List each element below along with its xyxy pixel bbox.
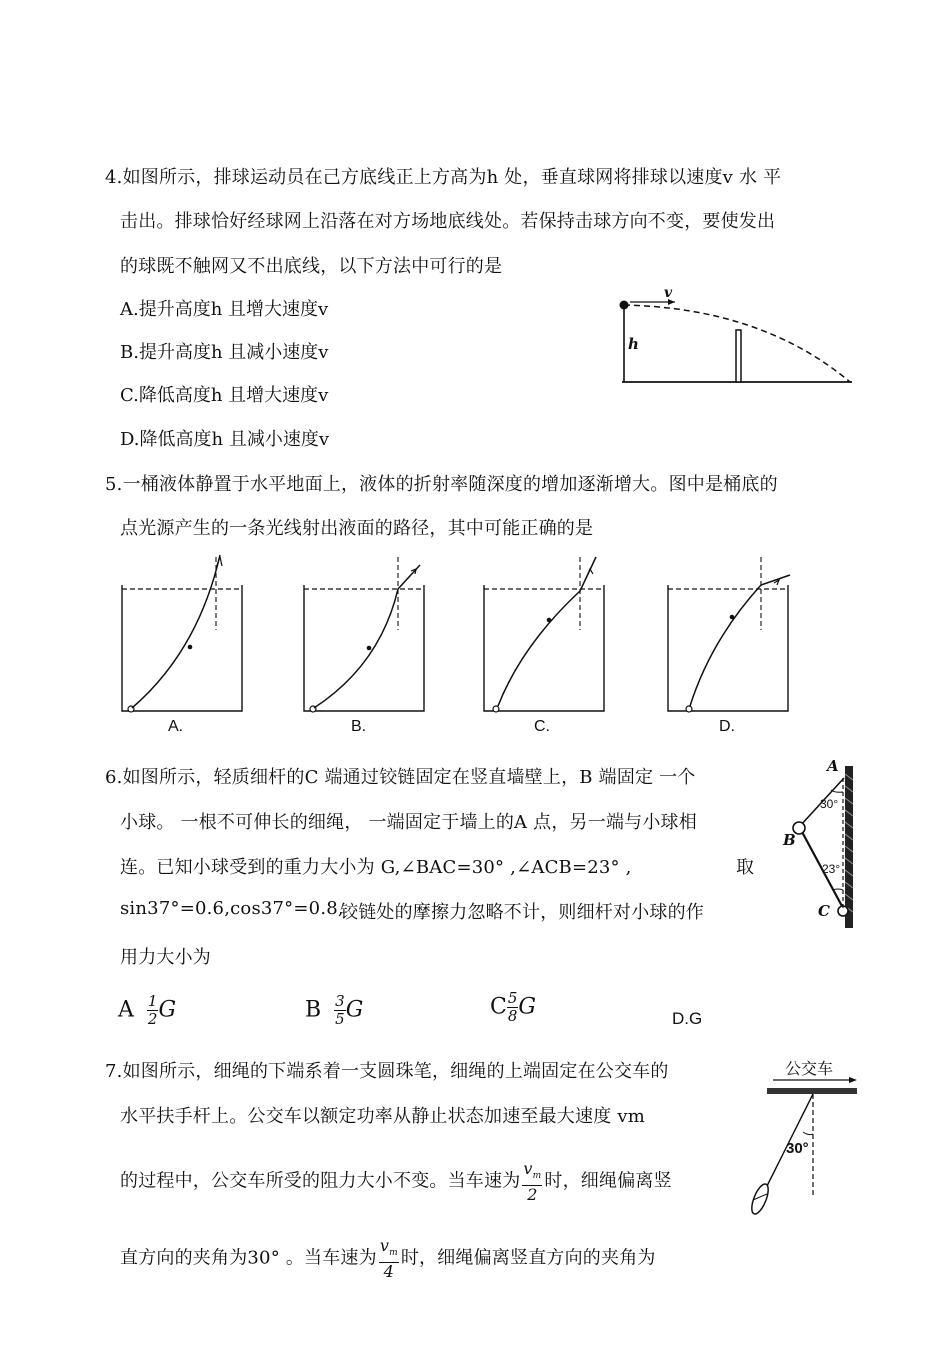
q4-fig-v-label: v (664, 285, 673, 301)
q7-fig-angle: 30° (786, 1140, 809, 1157)
q4-option-a: A.提升高度h 且增大速度v (120, 299, 329, 320)
q6-fig-label-a: A (827, 757, 839, 775)
q6-option-d: D.G (672, 1009, 703, 1028)
q6-option-c: C $\frac{5}{8}$ G (490, 989, 536, 1025)
q6-line-4a: sin37°=0.6,cos37°=0.8, (120, 898, 344, 919)
q4-volleyball-figure (612, 288, 862, 388)
q7-line-2: 水平扶手杆上。公交车以额定功率从静止状态加速至最大速度 vm (120, 1106, 645, 1127)
q5-line-1: 5.一桶液体静置于水平地面上，液体的折射率随深度的增加逐渐增大。图中是桶底的 (105, 474, 778, 495)
q4-option-c: C.降低高度h 且增大速度v (120, 385, 329, 406)
vm-over-2: $\frac{v_m}{2}$ (523, 1159, 542, 1205)
option-letter: B (305, 997, 322, 1023)
vm-over-4: $\frac{v_m}{4}$ (379, 1236, 398, 1282)
handrail (767, 1088, 857, 1094)
q6-option-b: B $\frac{3}{5}$ G (305, 992, 364, 1028)
q7-line-1: 7.如图所示，细绳的下端系着一支圆珠笔，细绳的上端固定在公交车的 (105, 1061, 669, 1082)
net-icon (736, 330, 741, 382)
light-ray (132, 555, 220, 708)
q4-line-2: 击出。排球恰好经球网上沿落在对方场地底线处。若保持击球方向不变，要使发出 (120, 211, 776, 232)
q5-figure-c (482, 555, 612, 715)
q7-line-3: 的过程中，公交车所受的阻力大小不变。当车速为 $\frac{v_m}{2}$ 时，细绳偏离竖 (120, 1159, 672, 1205)
q4-line-1: 4.如图所示，排球运动员在己方底线正上方高为h 处，垂直球网将排球以速度v 水 平 (105, 167, 782, 188)
q6-fig-angle-23: 23° (822, 862, 841, 876)
pen-icon (748, 1182, 771, 1216)
q7-line-4: 直方向的夹角为30° 。当车速为 $\frac{v_m}{4}$ 时，细绳偏离竖直方向的夹角为 (120, 1236, 656, 1282)
q4-option-d: D.降低高度h 且减小速度v (120, 429, 329, 450)
q5-label-c: C. (534, 718, 550, 735)
q4-line-3: 的球既不触网又不出底线，以下方法中可行的是 (120, 256, 503, 277)
q6-fig-label-b: B (783, 831, 796, 849)
q5-line-2: 点光源产生的一条光线射出液面的路径，其中可能正确的是 (120, 518, 594, 539)
q5-figure-d (666, 555, 796, 715)
q4-option-b: B.提升高度h 且减小速度v (120, 342, 329, 363)
q6-line-5: 用力大小为 (120, 947, 211, 968)
q5-figure-a (120, 555, 250, 715)
q6-fig-angle-30: 30° (820, 797, 839, 811)
q5-label-b: B. (351, 718, 367, 735)
q4-fig-h-label: h (628, 335, 639, 353)
q6-line-3: 连。已知小球受到的重力大小为 G,∠BAC=30° ,∠ACB=23° , (120, 857, 632, 878)
q6-line-4b: 铰链处的摩擦力忽略不计，则细杆对小球的作 (340, 902, 704, 923)
q6-line-3-end: 取 (736, 857, 755, 878)
q5-label-a: A. (168, 718, 184, 735)
q5-figure-b (302, 555, 432, 715)
option-letter: C (490, 994, 507, 1020)
q6-line-2: 小球。 一根不可伸长的细绳， 一端固定于墙上的A 点，另一端与小球相 (120, 812, 697, 833)
option-letter: A (118, 997, 134, 1023)
q7-fig-title: 公交车 (785, 1059, 834, 1078)
q6-line-1: 6.如图所示，轻质细杆的C 端通过铰链固定在竖直墙壁上，B 端固定 一个 (105, 767, 696, 788)
q5-label-d: D. (719, 718, 735, 735)
q6-fig-label-c: C (818, 902, 830, 920)
q6-option-a: A $\frac{1}{2}$ G (118, 992, 177, 1028)
